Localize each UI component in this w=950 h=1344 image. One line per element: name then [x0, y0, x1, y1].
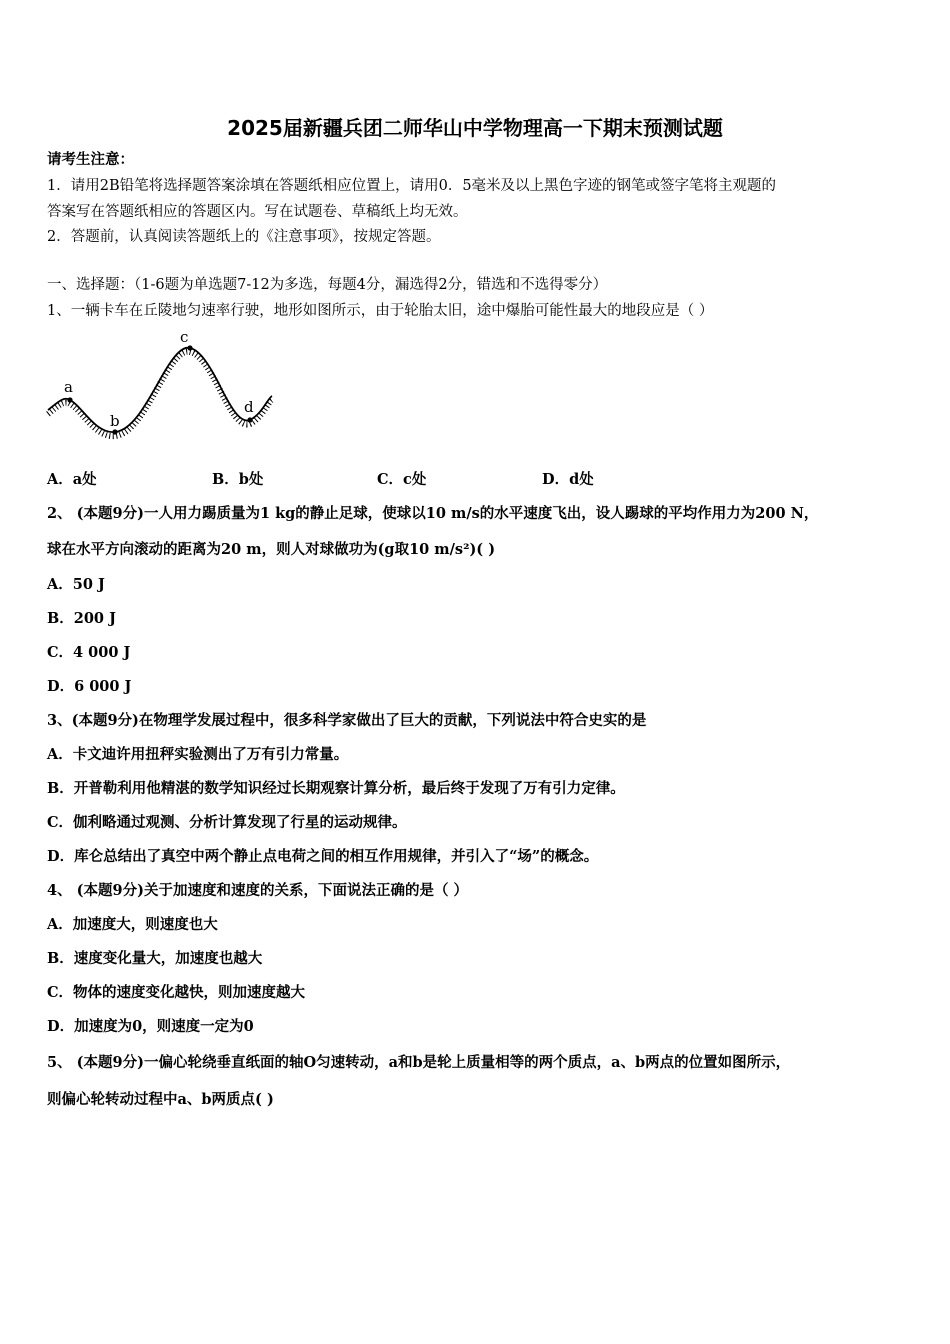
- point-a-marker: [67, 397, 72, 402]
- hill-terrain-figure: [40, 326, 280, 441]
- q1-option-b: B．b处: [212, 471, 264, 488]
- q4-option-c: C．物体的速度变化越快，则加速度越大: [47, 984, 306, 1001]
- point-b-marker: [112, 429, 117, 434]
- label-d: d: [244, 398, 254, 416]
- point-c-marker: [187, 345, 192, 350]
- notice-item-2: 2．答题前，认真阅读答题纸上的《注意事项》，按规定答题。: [47, 229, 441, 245]
- question-2-stem-cont: 球在水平方向滚动的距离为20 m，则人对球做功为(g取10 m/s²)( ): [47, 541, 496, 558]
- q3-option-b: B．开普勒利用他精湛的数学知识经过长期观察计算分析，最后终于发现了万有引力定律。: [47, 780, 625, 797]
- question-3-stem: 3、(本题9分)在物理学发展过程中，很多科学家做出了巨大的贡献，下列说法中符合史实的是: [47, 712, 647, 729]
- q4-option-d: D．加速度为0，则速度一定为0: [47, 1018, 254, 1035]
- section-heading: 一、选择题：（1-6题为单选题7-12为多选，每题4分，漏选得2分，错选和不选得零分）: [47, 277, 608, 293]
- label-b: b: [110, 412, 120, 430]
- label-c: c: [180, 328, 189, 346]
- q2-option-a: A．50 J: [47, 576, 105, 593]
- page-title: 2025届新疆兵团二师华山中学物理高一下期末预测试题: [227, 116, 723, 140]
- q4-option-b: B．速度变化量大，加速度也越大: [47, 950, 263, 967]
- point-d-marker: [247, 417, 252, 422]
- question-1-stem: 1、一辆卡车在丘陵地匀速率行驶，地形如图所示，由于轮胎太旧，途中爆胎可能性最大的地段应是（ ）: [47, 303, 714, 319]
- label-a: a: [64, 378, 73, 396]
- question-4-stem: 4、 (本题9分)关于加速度和速度的关系，下面说法正确的是（ ）: [47, 882, 468, 899]
- question-5-stem-cont: 则偏心轮转动过程中a、b两质点( ): [47, 1091, 274, 1108]
- q2-option-c: C．4 000 J: [47, 644, 131, 661]
- q3-option-a: A．卡文迪许用扭秤实验测出了万有引力常量。: [47, 746, 349, 763]
- question-2-stem: 2、 (本题9分)一人用力踢质量为1 kg的静止足球，使球以10 m/s的水平速度飞出，设人踢球的平均作用力为200 N，: [47, 505, 819, 522]
- q1-option-d: D．d处: [542, 471, 594, 488]
- q4-option-a: A．加速度大，则速度也大: [47, 916, 218, 933]
- notice-heading: 请考生注意：: [47, 151, 134, 168]
- terrain-hatching: [48, 352, 272, 436]
- q1-option-c: C．c处: [377, 471, 427, 488]
- question-5-stem: 5、 (本题9分)一偏心轮绕垂直纸面的轴O匀速转动，a和b是轮上质量相等的两个质点，a、b两点的位置如图所示，: [47, 1054, 791, 1071]
- q2-option-d: D．6 000 J: [47, 678, 132, 695]
- notice-item-1-cont: 答案写在答题纸相应的答题区内。写在试题卷、草稿纸上均无效。: [47, 204, 468, 220]
- q1-option-a: A．a处: [47, 471, 97, 488]
- q2-option-b: B．200 J: [47, 610, 116, 627]
- notice-item-1: 1．请用2B铅笔将选择题答案涂填在答题纸相应位置上，请用0．5毫米及以上黑色字迹的钢笔或签字笔将主观题的: [47, 178, 777, 194]
- q3-option-c: C．伽利略通过观测、分析计算发现了行星的运动规律。: [47, 814, 407, 831]
- q3-option-d: D．库仑总结出了真空中两个静止点电荷之间的相互作用规律，并引入了“场”的概念。: [47, 848, 599, 865]
